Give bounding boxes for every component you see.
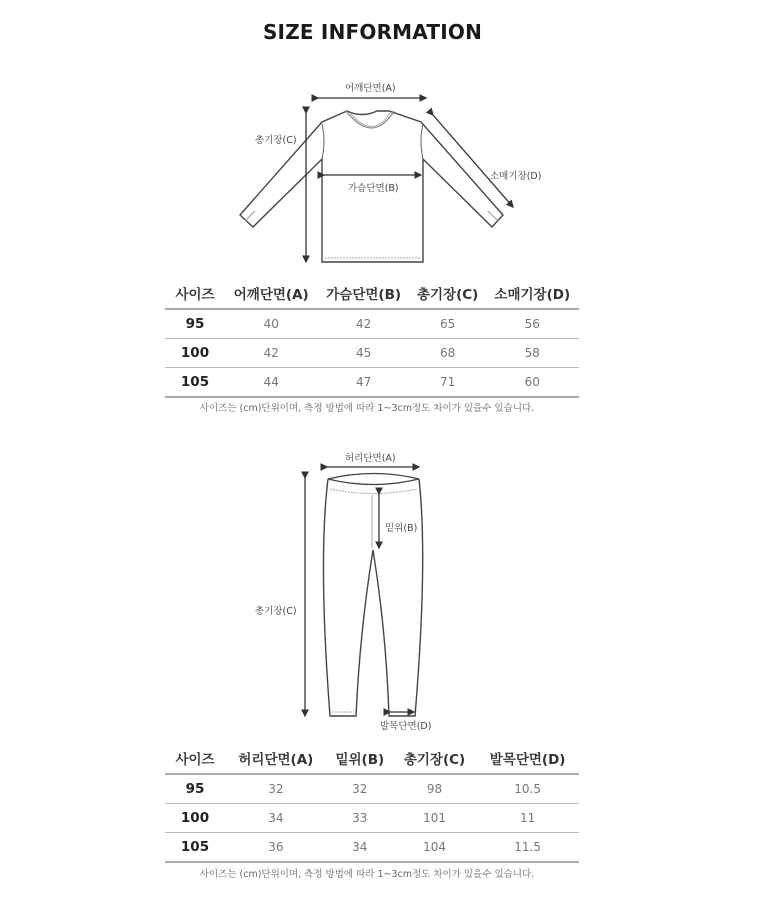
top-diagram — [0, 0, 780, 280]
value-cell: 68 — [410, 339, 486, 368]
header-rise: 밑위(B) — [327, 743, 393, 774]
header-sleeve-length: 소매기장(D) — [486, 278, 579, 309]
value-cell: 45 — [318, 339, 410, 368]
rise-label: 밑위(B) — [385, 523, 418, 534]
header-chest: 가슴단면(B) — [318, 278, 410, 309]
size-cell: 100 — [165, 804, 225, 833]
value-cell: 36 — [225, 833, 327, 863]
value-cell: 98 — [393, 774, 476, 804]
top-size-note: 사이즈는 (cm)단위이며, 측정 방법에 따라 1~3cm정도 차이가 있을수 있습니다. — [199, 403, 535, 414]
header-shoulder: 어깨단면(A) — [225, 278, 318, 309]
header-total-length: 총기장(C) — [393, 743, 476, 774]
shirt-illustration — [0, 0, 780, 280]
value-cell: 56 — [486, 309, 579, 339]
value-cell: 34 — [327, 833, 393, 863]
value-cell: 11.5 — [476, 833, 579, 863]
header-size: 사이즈 — [165, 743, 225, 774]
value-cell: 40 — [225, 309, 318, 339]
value-cell: 11 — [476, 804, 579, 833]
table-row — [165, 339, 579, 368]
value-cell: 10.5 — [476, 774, 579, 804]
ankle-label: 발목단면(D) — [380, 721, 432, 732]
table-row — [165, 833, 579, 863]
value-cell: 65 — [410, 309, 486, 339]
sleeve-length-label: 소매기장(D) — [490, 171, 542, 182]
value-cell: 34 — [225, 804, 327, 833]
top-size-table — [165, 278, 579, 398]
value-cell: 58 — [486, 339, 579, 368]
table-row — [165, 774, 579, 804]
table-row — [165, 309, 579, 339]
value-cell: 44 — [225, 368, 318, 398]
table-row — [165, 804, 579, 833]
pants-illustration — [0, 440, 780, 740]
total-length-label: 총기장(C) — [255, 606, 297, 617]
table-row — [165, 368, 579, 398]
value-cell: 104 — [393, 833, 476, 863]
size-cell: 105 — [165, 368, 225, 398]
bottom-size-table — [165, 743, 579, 863]
total-length-label: 총기장(C) — [255, 135, 297, 146]
value-cell: 33 — [327, 804, 393, 833]
waist-label: 허리단면(A) — [345, 453, 396, 464]
value-cell: 42 — [318, 309, 410, 339]
size-cell: 105 — [165, 833, 225, 863]
table-header-row — [165, 743, 579, 774]
header-waist: 허리단면(A) — [225, 743, 327, 774]
value-cell: 47 — [318, 368, 410, 398]
value-cell: 42 — [225, 339, 318, 368]
chest-label: 가슴단면(B) — [348, 183, 399, 194]
bottom-size-note: 사이즈는 (cm)단위이며, 측정 방법에 따라 1~3cm정도 차이가 있을수 있습니다. — [199, 869, 535, 880]
header-ankle: 발목단면(D) — [476, 743, 579, 774]
size-cell: 100 — [165, 339, 225, 368]
value-cell: 32 — [327, 774, 393, 804]
header-size: 사이즈 — [165, 278, 225, 309]
header-total-length: 총기장(C) — [410, 278, 486, 309]
value-cell: 71 — [410, 368, 486, 398]
table-header-row — [165, 278, 579, 309]
page-title: SIZE INFORMATION — [262, 20, 483, 44]
value-cell: 32 — [225, 774, 327, 804]
size-cell: 95 — [165, 309, 225, 339]
shoulder-label: 어깨단면(A) — [345, 83, 396, 94]
bottom-diagram — [0, 440, 780, 740]
value-cell: 101 — [393, 804, 476, 833]
value-cell: 60 — [486, 368, 579, 398]
size-cell: 95 — [165, 774, 225, 804]
